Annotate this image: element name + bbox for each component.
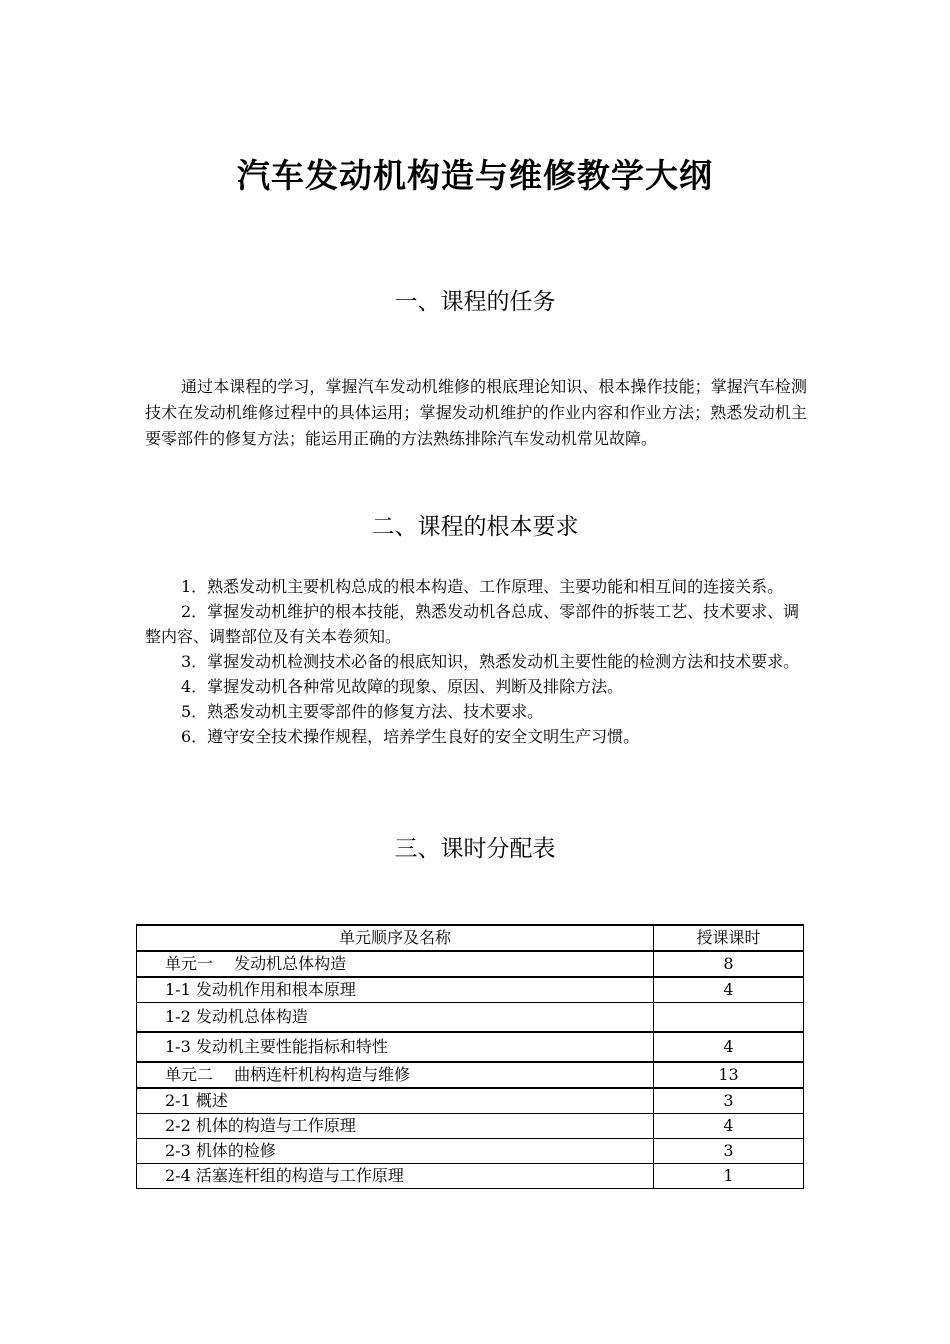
hours-cell: 8 [654, 951, 804, 977]
unit-name-cell: 2-1 概述 [137, 1088, 654, 1114]
section-heading-task: 一、课程的任务 [394, 289, 556, 315]
unit-name-cell: 2-2 机体的构造与工作原理 [137, 1114, 654, 1139]
hours-cell: 3 [654, 1139, 804, 1164]
document-title: 汽车发动机构造与维修教学大纲 [237, 156, 713, 195]
unit-name-cell: 2-4 活塞连杆组的构造与工作原理 [137, 1164, 654, 1189]
table-header-row [137, 925, 804, 951]
unit-name-cell: 2-3 机体的检修 [137, 1139, 654, 1164]
requirement-item: 2．掌握发动机维护的根本技能，熟悉发动机各总成、零部件的拆装工艺、技术要求、调整内容、调整部位及有关本卷须知。 [145, 602, 800, 646]
unit-name-cell: 1-1 发动机作用和根本原理 [137, 977, 654, 1003]
hours-cell: 4 [654, 1114, 804, 1139]
unit-name-cell: 单元一 发动机总体构造 [137, 951, 654, 977]
table-row [137, 1062, 804, 1088]
table-row [137, 1114, 804, 1139]
header-hours: 授课课时 [654, 925, 804, 951]
unit-name-cell: 1-3 发动机主要性能指标和特性 [137, 1032, 654, 1062]
hours-cell: 4 [654, 977, 804, 1003]
hours-cell [654, 1003, 804, 1033]
requirement-item: 4．掌握发动机各种常见故障的现象、原因、判断及排除方法。 [181, 677, 624, 696]
hours-allocation-table [136, 924, 804, 1189]
table-row [137, 1003, 804, 1033]
section-heading-hours-table: 三、课时分配表 [394, 836, 556, 862]
hours-cell: 13 [654, 1062, 804, 1088]
hours-cell: 1 [654, 1164, 804, 1189]
requirement-item: 1．熟悉发动机主要机构总成的根本构造、工作原理、主要功能和相互间的连接关系。 [181, 577, 784, 596]
requirement-item: 6．遵守安全技术操作规程，培养学生良好的安全文明生产习惯。 [181, 727, 640, 746]
unit-name-cell: 单元二 曲柄连杆机构构造与维修 [137, 1062, 654, 1088]
requirement-item: 5．熟悉发动机主要零部件的修复方法、技术要求。 [181, 702, 544, 721]
table-row [137, 1164, 804, 1189]
requirement-item: 3．掌握发动机检测技术必备的根底知识，熟悉发动机主要性能的检测方法和技术要求。 [181, 652, 800, 671]
table-row [137, 977, 804, 1003]
table-row [137, 1088, 804, 1114]
intro-paragraph: 通过本课程的学习，掌握汽车发动机维修的根底理论知识、根本操作技能；掌握汽车检测技术在发动机维修过程中的具体运用；掌握发动机维护的作业内容和作业方法；熟悉发动机主要零部件的修复方法；能运用正确的方法熟练排除汽车发动机常见故障。 [145, 377, 807, 448]
hours-cell: 3 [654, 1088, 804, 1114]
table-row [137, 1032, 804, 1062]
requirements-list [145, 574, 807, 749]
hours-cell: 4 [654, 1032, 804, 1062]
section-heading-requirements: 二、课程的根本要求 [371, 514, 579, 540]
table-row [137, 951, 804, 977]
header-unit-name: 单元顺序及名称 [137, 925, 654, 951]
table-row [137, 1139, 804, 1164]
unit-name-cell: 1-2 发动机总体构造 [137, 1003, 654, 1033]
